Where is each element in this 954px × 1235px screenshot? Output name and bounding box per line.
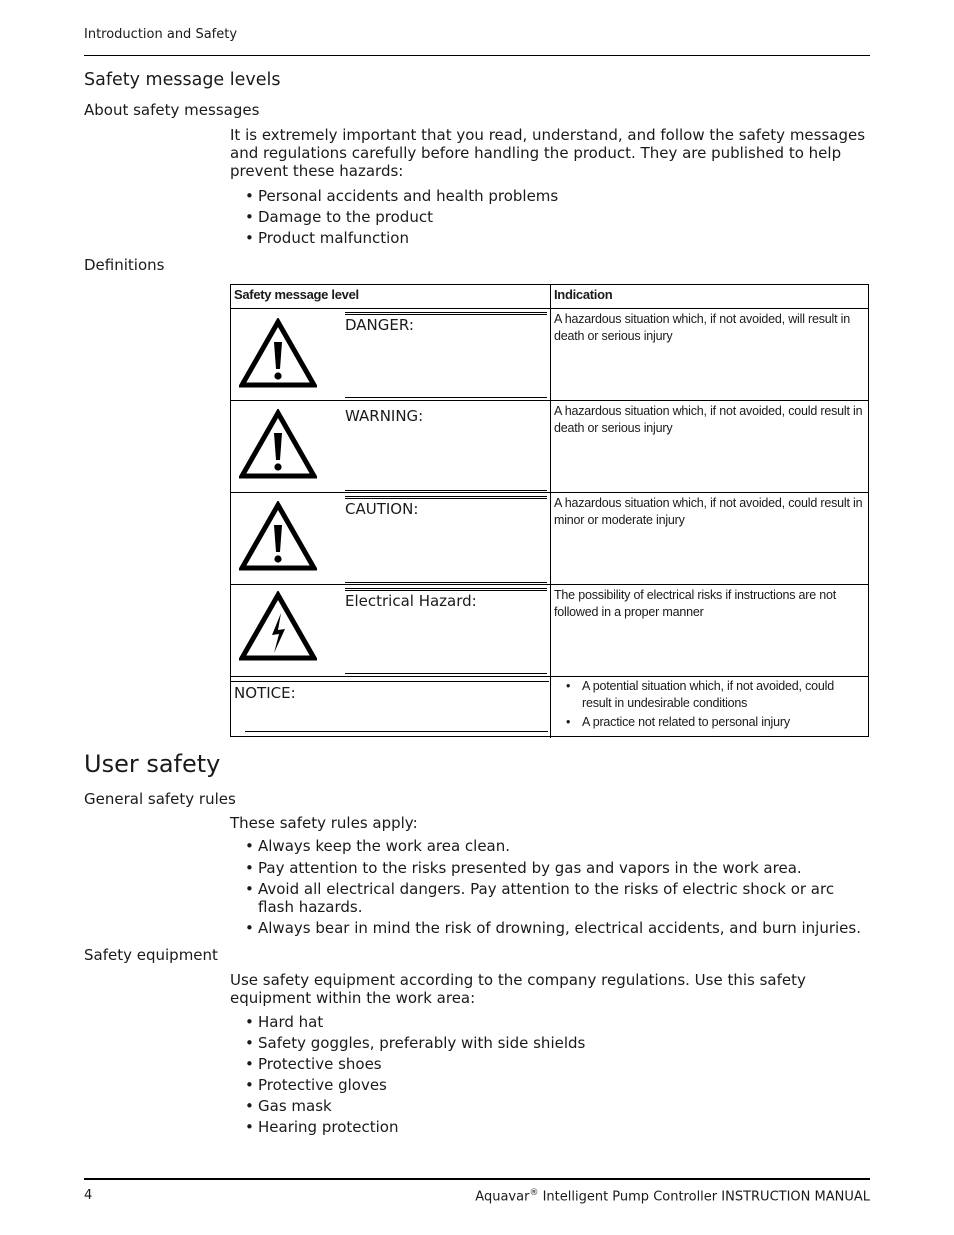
list-item: • Damage to the product — [245, 208, 870, 226]
manual-title-text: Intelligent Pump Controller INSTRUCTION MANUAL — [538, 1189, 870, 1205]
electrical-hazard-icon — [239, 591, 317, 661]
list-item: • Gas mask — [245, 1097, 870, 1115]
manual-title — [475, 1188, 870, 1204]
subheading-safety-equipment: Safety equipment — [84, 946, 218, 964]
about-paragraph: It is extremely important that you read, understand, and follow the safety messages and regulations carefully before handling the product. They are published to help prevent these hazards: — [230, 126, 866, 180]
running-header: Introduction and Safety — [84, 27, 238, 42]
level-notice: NOTICE: — [234, 684, 296, 702]
general-rules-intro: These safety rules apply: — [230, 814, 418, 832]
general-rules-list — [245, 837, 870, 937]
page-number: 4 — [84, 1188, 93, 1203]
warning-triangle-icon — [239, 318, 317, 388]
header-divider — [84, 55, 870, 56]
column-header-level: Safety message level — [234, 287, 359, 302]
indication-electrical-hazard: The possibility of electrical risks if instructions are not followed in a proper manner — [554, 588, 837, 619]
list-item: • Personal accidents and health problems — [245, 187, 870, 205]
subheading-definitions: Definitions — [84, 256, 165, 274]
subheading-general-safety-rules: General safety rules — [84, 790, 236, 808]
level-danger: DANGER: — [345, 316, 414, 334]
level-electrical-hazard: Electrical Hazard: — [345, 592, 477, 610]
notice-indication-list — [566, 678, 861, 733]
indication-caution: A hazardous situation which, if not avoided, could result in minor or moderate injury — [554, 496, 863, 527]
equipment-intro: Use safety equipment according to the company regulations. Use this safety equipment within the work area: — [230, 971, 806, 1007]
warning-triangle-icon — [239, 409, 317, 479]
list-item: • Protective gloves — [245, 1076, 870, 1094]
registered-mark: ® — [529, 1188, 539, 1198]
list-item: • Product malfunction — [245, 229, 870, 247]
indication-warning: A hazardous situation which, if not avoided, could result in death or serious injury — [554, 404, 863, 435]
section-title-safety-levels: Safety message levels — [84, 70, 281, 90]
equipment-list — [245, 1013, 870, 1136]
list-item: • A practice not related to personal injury — [566, 714, 861, 731]
list-item: • Protective shoes — [245, 1055, 870, 1073]
list-item: • A potential situation which, if not avoided, could result in undesirable conditions — [566, 678, 861, 712]
indication-danger: A hazardous situation which, if not avoided, will result in death or serious injury — [554, 312, 851, 343]
list-item: • Pay attention to the risks presented by gas and vapors in the work area. — [245, 859, 870, 877]
column-header-indication: Indication — [554, 287, 613, 302]
list-item: • Always bear in mind the risk of drowning, electrical accidents, and burn injuries. — [245, 919, 870, 937]
footer-divider — [84, 1178, 870, 1180]
list-item: • Hard hat — [245, 1013, 870, 1031]
list-item: • Safety goggles, preferably with side shields — [245, 1034, 870, 1052]
list-item: • Hearing protection — [245, 1118, 870, 1136]
warning-triangle-icon — [239, 501, 317, 571]
level-warning: WARNING: — [345, 407, 424, 425]
section-title-user-safety: User safety — [84, 750, 221, 778]
brand-name: Aquavar — [475, 1189, 530, 1205]
list-item: • Avoid all electrical dangers. Pay attention to the risks of electric shock or arc flash hazards. — [245, 880, 870, 916]
list-item: • Always keep the work area clean. — [245, 837, 870, 855]
safety-levels-table — [230, 284, 869, 737]
hazard-list — [245, 187, 870, 247]
level-caution: CAUTION: — [345, 500, 419, 518]
subheading-about-safety-messages: About safety messages — [84, 101, 260, 119]
